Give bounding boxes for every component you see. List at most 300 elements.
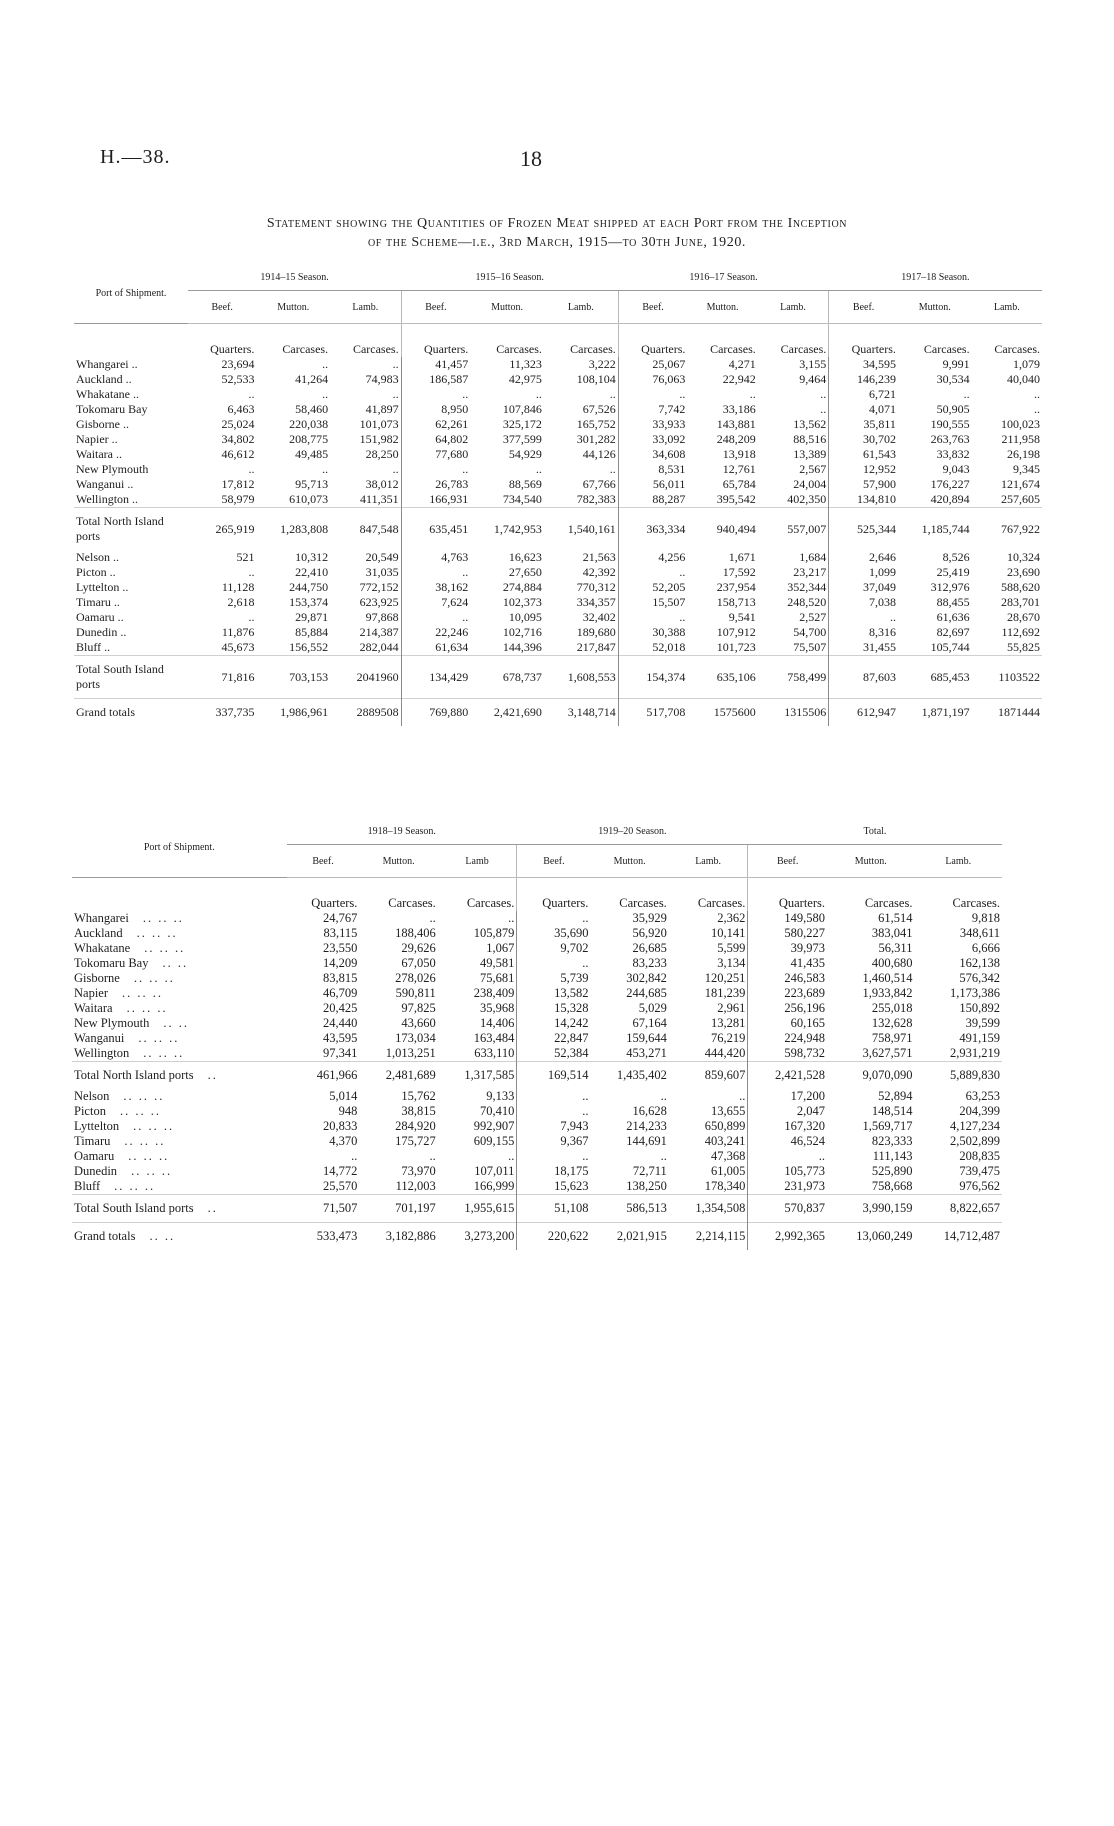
data-cell: 13,655 xyxy=(669,1104,748,1119)
data-cell: 2,502,899 xyxy=(950,1134,1000,1148)
data-cell: 312,976 xyxy=(930,580,970,594)
data-cell: 121,674 xyxy=(1001,477,1040,491)
data-cell: 9,070,090 xyxy=(827,1062,914,1090)
data-cell: 77,680 xyxy=(435,447,469,461)
data-cell: 1,435,402 xyxy=(590,1062,668,1090)
data-cell: 46,524 xyxy=(790,1134,825,1148)
table-row xyxy=(72,1134,1002,1149)
data-cell: 403,241 xyxy=(669,1134,748,1149)
data-cell: 576,342 xyxy=(959,971,1000,985)
data-cell: 2,992,365 xyxy=(748,1223,827,1251)
data-cell: 420,894 xyxy=(930,492,970,506)
port-label: Nelson xyxy=(74,1089,110,1103)
data-cell: 772,152 xyxy=(330,580,401,595)
unit-label: Carcases. xyxy=(758,324,829,358)
port-name xyxy=(72,1119,287,1134)
data-cell: 31,455 xyxy=(862,640,896,654)
port-label: Oamaru xyxy=(74,1149,115,1163)
data-cell: 244,750 xyxy=(289,580,329,594)
port-name xyxy=(74,402,188,417)
data-cell: 3,627,571 xyxy=(862,1046,913,1060)
data-cell: 41,457 xyxy=(435,357,469,371)
port-name xyxy=(74,357,188,372)
season-header: 1918–19 Season. xyxy=(287,818,517,845)
data-cell: 570,837 xyxy=(748,1195,827,1223)
season-header: 1917–18 Season. xyxy=(829,264,1042,291)
data-cell: 4,071 xyxy=(868,402,896,416)
data-cell: 2,961 xyxy=(669,1001,748,1016)
data-cell: 162,138 xyxy=(959,956,1000,970)
port-label: Napier .. xyxy=(76,432,118,446)
data-cell: 166,931 xyxy=(429,492,469,506)
data-cell: 41,897 xyxy=(330,402,401,417)
data-cell: 224,948 xyxy=(784,1031,825,1045)
leader-dots: .. .. .. xyxy=(133,971,175,985)
data-cell: 13,562 xyxy=(758,417,829,432)
data-cell: 580,227 xyxy=(784,926,825,940)
data-cell: 3,134 xyxy=(669,956,748,971)
data-cell: 32,402 xyxy=(544,610,618,625)
data-cell: .. xyxy=(1034,402,1040,416)
data-cell: 1,283,808 xyxy=(256,508,330,551)
data-cell: 5,889,830 xyxy=(914,1062,1002,1090)
data-cell: 190,555 xyxy=(930,417,970,431)
column-header: Lamb xyxy=(438,845,517,878)
table-row xyxy=(72,1001,1002,1016)
data-cell: 263,763 xyxy=(930,432,970,446)
column-header: Mutton. xyxy=(590,845,668,878)
data-cell: 7,624 xyxy=(441,595,469,609)
data-cell: 24,004 xyxy=(758,477,829,492)
data-cell: 1,871,197 xyxy=(898,699,972,727)
title-line-2: of the Scheme—i.e., 3rd March, 1915—to 30th June, 1920. xyxy=(367,235,747,250)
data-cell: 87,603 xyxy=(829,656,898,699)
data-cell: 105,773 xyxy=(784,1164,825,1178)
data-cell: 256,196 xyxy=(784,1001,825,1015)
data-cell: 2,618 xyxy=(227,595,255,609)
data-cell: 325,172 xyxy=(502,417,542,431)
data-cell: 525,344 xyxy=(829,508,898,551)
data-cell: .. xyxy=(582,956,589,970)
leader-dots: .. .. .. xyxy=(123,1089,165,1103)
table-row xyxy=(74,402,1042,417)
table-row xyxy=(74,462,1042,477)
port-label: Tokomaru Bay xyxy=(74,956,149,970)
port-name xyxy=(74,640,188,656)
data-cell: 1,742,953 xyxy=(470,508,544,551)
data-cell: .. xyxy=(248,610,255,624)
data-cell: 3,155 xyxy=(758,357,829,372)
report-reference: H.—38. xyxy=(100,146,171,168)
data-cell: 274,884 xyxy=(502,580,542,594)
data-cell: 134,429 xyxy=(401,656,470,699)
south-island-total-row xyxy=(72,1195,1002,1223)
data-cell: 56,011 xyxy=(652,477,686,491)
port-name xyxy=(74,387,188,402)
data-cell: 23,217 xyxy=(758,565,829,580)
data-cell: 62,261 xyxy=(435,417,469,431)
data-cell: 2889508 xyxy=(330,699,401,727)
data-cell: 52,894 xyxy=(878,1089,913,1103)
data-cell: 237,954 xyxy=(716,580,756,594)
data-cell: 1,684 xyxy=(758,550,829,565)
data-cell: 54,700 xyxy=(758,625,829,640)
table-row xyxy=(74,432,1042,447)
data-cell: 13,918 xyxy=(722,447,756,461)
data-cell: 10,141 xyxy=(669,926,748,941)
data-cell: 1871444 xyxy=(972,699,1042,727)
port-label: Waitara xyxy=(74,1001,113,1015)
data-cell: 11,128 xyxy=(221,580,255,594)
data-cell: 64,802 xyxy=(435,432,469,446)
data-cell: 678,737 xyxy=(470,656,544,699)
data-cell: 34,595 xyxy=(862,357,896,371)
data-cell: 151,982 xyxy=(330,432,401,447)
data-cell: 39,599 xyxy=(965,1016,1000,1030)
unit-label: Quarters. xyxy=(542,896,589,910)
data-cell: 132,628 xyxy=(871,1016,913,1030)
unit-label: Quarters. xyxy=(311,896,358,910)
data-cell: .. xyxy=(818,1149,825,1163)
data-cell: 1,986,961 xyxy=(256,699,330,727)
data-cell: 134,810 xyxy=(856,492,896,506)
data-cell: 29,871 xyxy=(295,610,329,624)
data-cell: 56,920 xyxy=(632,926,667,940)
table-row xyxy=(72,1119,1002,1134)
unit-label: Carcases. xyxy=(994,342,1040,356)
data-cell: 38,012 xyxy=(330,477,401,492)
port-name xyxy=(74,492,188,508)
data-cell: 67,766 xyxy=(544,477,618,492)
port-label: Total North Island ports xyxy=(76,514,164,543)
data-cell: 22,410 xyxy=(295,565,329,579)
data-cell: 16,628 xyxy=(632,1104,667,1118)
data-cell: 61,005 xyxy=(669,1164,748,1179)
data-cell: .. xyxy=(330,387,401,402)
data-cell: 2,481,689 xyxy=(359,1062,437,1090)
port-name xyxy=(72,1001,287,1016)
data-cell: 20,833 xyxy=(323,1119,358,1133)
data-cell: 70,410 xyxy=(438,1104,517,1119)
data-cell: 33,092 xyxy=(652,432,686,446)
data-cell: 46,612 xyxy=(221,447,255,461)
unit-row xyxy=(72,878,1002,912)
data-cell: 173,034 xyxy=(395,1031,436,1045)
data-cell: 3,273,200 xyxy=(438,1223,517,1251)
data-cell: 46,709 xyxy=(323,986,358,1000)
data-cell: 22,942 xyxy=(722,372,756,386)
data-cell: 188,406 xyxy=(395,926,436,940)
data-cell: 44,126 xyxy=(544,447,618,462)
data-cell: 395,542 xyxy=(716,492,756,506)
data-cell: 557,007 xyxy=(758,508,829,551)
unit-label: Carcases. xyxy=(496,342,542,356)
data-cell: 42,975 xyxy=(508,372,542,386)
data-cell: 159,644 xyxy=(626,1031,667,1045)
data-cell: 204,399 xyxy=(959,1104,1000,1118)
data-cell: 334,357 xyxy=(544,595,618,610)
data-cell: 223,689 xyxy=(784,986,825,1000)
data-cell: 257,605 xyxy=(1001,492,1040,506)
unit-label: Quarters. xyxy=(851,342,896,356)
data-cell: 15,328 xyxy=(554,1001,589,1015)
data-cell: 85,884 xyxy=(295,625,329,639)
data-cell: 6,721 xyxy=(868,387,896,401)
port-label: Lyttelton .. xyxy=(76,580,129,594)
port-label: Whangarei xyxy=(74,911,129,925)
data-cell: 11,876 xyxy=(221,625,255,639)
data-cell: 58,460 xyxy=(295,402,329,416)
data-cell: 246,583 xyxy=(784,971,825,985)
port-label: Wellington .. xyxy=(76,492,139,506)
unit-label: Carcases. xyxy=(923,342,970,356)
port-name xyxy=(72,941,287,956)
table-row xyxy=(74,625,1042,640)
port-name xyxy=(74,372,188,387)
data-cell: .. xyxy=(582,1089,589,1103)
port-name xyxy=(74,595,188,610)
data-cell: 163,484 xyxy=(438,1031,517,1046)
leader-dots: .. .. .. xyxy=(144,941,186,955)
data-cell: 9,991 xyxy=(942,357,970,371)
port-name xyxy=(72,1031,287,1046)
leader-dots: .. .. .. xyxy=(131,1164,173,1178)
table-row xyxy=(72,971,1002,986)
data-cell: 278,026 xyxy=(395,971,436,985)
data-cell: .. xyxy=(429,1149,436,1163)
port-name xyxy=(72,1223,287,1251)
data-cell: 9,464 xyxy=(758,372,829,387)
data-cell: .. xyxy=(749,387,756,401)
data-cell: 3,222 xyxy=(544,357,618,372)
data-cell: 525,890 xyxy=(871,1164,913,1178)
column-header: Lamb. xyxy=(972,291,1042,324)
leader-dots: .. .. xyxy=(163,1016,189,1030)
data-cell: 992,907 xyxy=(438,1119,517,1134)
data-cell: 60,165 xyxy=(790,1016,825,1030)
data-cell: 588,620 xyxy=(1001,580,1040,594)
port-name xyxy=(74,477,188,492)
data-cell: 337,735 xyxy=(188,699,256,727)
data-cell: 49,581 xyxy=(438,956,517,971)
port-label: Gisborne .. xyxy=(76,417,129,431)
data-cell: 25,024 xyxy=(221,417,255,431)
data-cell: 823,333 xyxy=(871,1134,913,1148)
data-cell: 57,900 xyxy=(862,477,896,491)
data-cell: .. xyxy=(438,911,517,926)
data-cell: 74,983 xyxy=(330,372,401,387)
table-row xyxy=(74,640,1042,656)
data-cell: 20,425 xyxy=(323,1001,358,1015)
data-cell: 14,772 xyxy=(323,1164,358,1178)
leader-dots: .. .. xyxy=(162,956,189,970)
data-cell: 22,847 xyxy=(554,1031,589,1045)
data-cell: 9,702 xyxy=(560,941,589,955)
port-name xyxy=(72,1104,287,1119)
data-cell: .. xyxy=(679,610,686,624)
data-cell: .. xyxy=(248,565,255,579)
data-cell: 685,453 xyxy=(898,656,972,699)
data-cell: 9,133 xyxy=(438,1089,517,1104)
data-cell: 847,548 xyxy=(330,508,401,551)
season-header-row xyxy=(74,264,1042,291)
unit-label: Carcases. xyxy=(438,878,517,912)
data-cell: 2,527 xyxy=(758,610,829,625)
data-cell: 35,929 xyxy=(632,911,667,925)
port-label: Timaru xyxy=(74,1134,111,1148)
data-cell: 58,979 xyxy=(221,492,255,506)
data-cell: 411,351 xyxy=(330,492,401,508)
table-row xyxy=(72,956,1002,971)
data-cell: 12,952 xyxy=(862,462,896,476)
data-cell: 220,038 xyxy=(289,417,329,431)
port-name xyxy=(72,1195,287,1223)
port-label: Total South Island ports xyxy=(76,662,164,691)
data-cell: 6,463 xyxy=(227,402,255,416)
data-cell: 352,344 xyxy=(758,580,829,595)
data-cell: .. xyxy=(535,462,542,476)
data-cell: 590,811 xyxy=(395,986,436,1000)
leader-dots: .. .. .. xyxy=(142,911,184,925)
data-cell: .. xyxy=(660,1089,667,1103)
unit-label: Carcases. xyxy=(282,342,329,356)
data-cell: 17,592 xyxy=(722,565,756,579)
data-cell: 100,023 xyxy=(1001,417,1040,431)
data-cell: 4,127,234 xyxy=(950,1119,1000,1133)
column-header: Lamb. xyxy=(544,291,618,324)
port-label: Wanganui xyxy=(74,1031,125,1045)
data-cell: 26,783 xyxy=(435,477,469,491)
port-name xyxy=(72,1164,287,1179)
data-cell: 138,250 xyxy=(626,1179,667,1193)
table-row xyxy=(72,986,1002,1001)
port-of-shipment-header: Port of Shipment. xyxy=(72,818,287,878)
data-cell: 72,711 xyxy=(632,1164,667,1178)
data-cell: 14,712,487 xyxy=(914,1223,1002,1251)
data-cell: 283,701 xyxy=(1001,595,1040,609)
data-cell: 67,164 xyxy=(632,1016,667,1030)
port-label: Whakatane xyxy=(74,941,131,955)
data-cell: 208,835 xyxy=(959,1149,1000,1163)
port-name xyxy=(72,1149,287,1164)
title-line-1: Statement showing the Quantities of Frozen Meat shipped at each Port from the Inception xyxy=(266,216,848,231)
data-cell: 1,460,514 xyxy=(862,971,913,985)
data-cell: .. xyxy=(462,387,469,401)
table-row xyxy=(72,926,1002,941)
data-cell: 33,186 xyxy=(722,402,756,416)
port-label: Grand totals xyxy=(74,1229,136,1243)
data-cell: .. xyxy=(535,387,542,401)
data-cell: 701,197 xyxy=(359,1195,437,1223)
unit-label: Carcases. xyxy=(544,324,618,358)
data-cell: .. xyxy=(429,911,436,925)
data-cell: 5,599 xyxy=(669,941,748,956)
unit-label: Carcases. xyxy=(669,878,748,912)
table-row xyxy=(72,941,1002,956)
column-header: Beef. xyxy=(618,291,687,324)
data-cell: 533,473 xyxy=(287,1223,360,1251)
data-cell: 859,607 xyxy=(669,1062,748,1090)
port-name xyxy=(72,911,287,926)
data-cell: 26,198 xyxy=(1007,447,1040,461)
data-cell: 15,623 xyxy=(554,1179,589,1193)
data-cell: 176,227 xyxy=(930,477,970,491)
data-cell: .. xyxy=(544,462,618,477)
data-cell: 120,251 xyxy=(669,971,748,986)
north-island-total-row xyxy=(72,1062,1002,1090)
data-cell: 301,282 xyxy=(544,432,618,447)
port-name xyxy=(72,971,287,986)
data-cell: 189,680 xyxy=(544,625,618,640)
port-label: Picton .. xyxy=(76,565,116,579)
data-cell: 52,205 xyxy=(652,580,686,594)
port-label: Gisborne xyxy=(74,971,120,985)
data-cell: .. xyxy=(351,1149,358,1163)
port-name xyxy=(72,1016,287,1031)
data-cell: 1,079 xyxy=(1013,357,1040,371)
data-cell: .. xyxy=(248,387,255,401)
data-cell: 39,973 xyxy=(790,941,825,955)
grand-total-row xyxy=(74,699,1042,727)
port-label: Timaru .. xyxy=(76,595,120,609)
data-cell: 363,334 xyxy=(618,508,687,551)
data-cell: .. xyxy=(679,387,686,401)
data-cell: .. xyxy=(582,1149,589,1163)
data-cell: 37,049 xyxy=(862,580,896,594)
data-cell: 67,050 xyxy=(401,956,436,970)
data-cell: 217,847 xyxy=(544,640,618,656)
data-cell: 5,014 xyxy=(329,1089,358,1103)
port-name xyxy=(74,656,188,699)
column-header: Mutton. xyxy=(470,291,544,324)
data-cell: 154,374 xyxy=(618,656,687,699)
data-cell: 38,162 xyxy=(435,580,469,594)
data-cell: 8,822,657 xyxy=(914,1195,1002,1223)
column-header: Mutton. xyxy=(687,291,757,324)
data-cell: 2,362 xyxy=(669,911,748,926)
table-row xyxy=(74,447,1042,462)
column-header: Lamb. xyxy=(914,845,1002,878)
port-name xyxy=(74,610,188,625)
column-header: Mutton. xyxy=(827,845,914,878)
data-cell: 2,931,219 xyxy=(950,1046,1000,1060)
data-cell: 609,155 xyxy=(438,1134,517,1149)
port-label: Total North Island ports xyxy=(74,1068,194,1082)
data-cell: .. xyxy=(462,610,469,624)
port-label: Auckland xyxy=(74,926,123,940)
data-cell: 444,420 xyxy=(669,1046,748,1062)
data-cell: 8,531 xyxy=(658,462,686,476)
port-label: Auckland .. xyxy=(76,372,132,386)
table-row xyxy=(74,580,1042,595)
table-row xyxy=(74,477,1042,492)
data-cell: .. xyxy=(582,911,589,925)
data-cell: 143,881 xyxy=(716,417,756,431)
data-cell: 17,812 xyxy=(221,477,255,491)
data-cell: 2,214,115 xyxy=(669,1223,748,1251)
data-cell: 88,455 xyxy=(936,595,970,609)
data-cell: 948 xyxy=(338,1104,358,1118)
table-row xyxy=(74,595,1042,610)
data-cell: 220,622 xyxy=(517,1223,591,1251)
data-cell: 769,880 xyxy=(401,699,470,727)
data-cell: .. xyxy=(582,1104,589,1118)
data-cell: 49,485 xyxy=(295,447,329,461)
data-cell: 158,713 xyxy=(716,595,756,609)
data-cell: .. xyxy=(322,387,329,401)
data-cell: .. xyxy=(679,565,686,579)
port-name xyxy=(72,1089,287,1104)
